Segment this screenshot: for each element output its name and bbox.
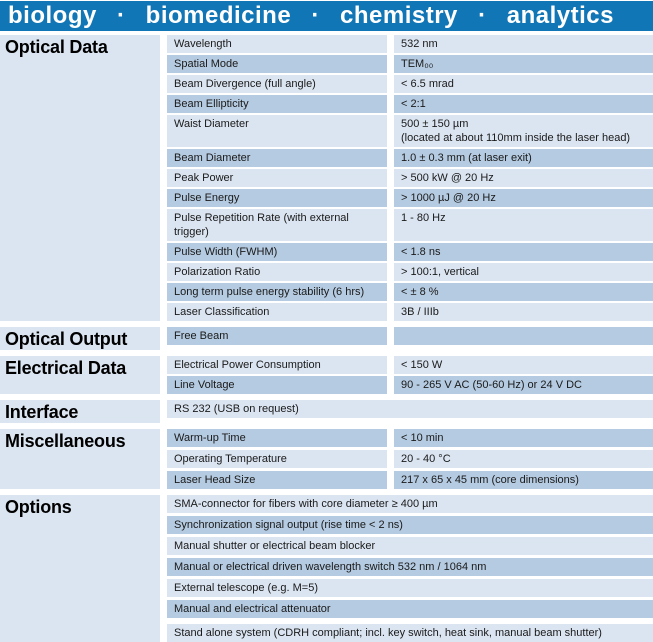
spec-row — [167, 95, 653, 113]
spec-row — [167, 356, 653, 374]
section-title-optical-output: Optical Output — [0, 327, 160, 350]
spec-label: Pulse Energy — [167, 189, 387, 207]
option-item: Manual shutter or electrical beam blocker — [167, 537, 653, 555]
option-item: Manual and electrical attenuator — [167, 600, 653, 618]
spec-table — [0, 35, 653, 642]
spec-row — [167, 303, 653, 321]
section-title-electrical-data: Electrical Data — [0, 356, 160, 394]
spec-row — [167, 283, 653, 301]
spec-label: Beam Diameter — [167, 149, 387, 167]
spec-row — [167, 624, 653, 642]
spec-row — [167, 600, 653, 618]
spec-row — [167, 115, 653, 147]
spec-label: Beam Ellipticity — [167, 95, 387, 113]
spec-label: Electrical Power Consumption — [167, 356, 387, 374]
spec-value: < ± 8 % — [394, 283, 653, 301]
spec-value: < 10 min — [394, 429, 653, 447]
spec-label: Beam Divergence (full angle) — [167, 75, 387, 93]
section-rows — [167, 356, 653, 394]
option-item: Manual or electrical driven wavelength switch 532 nm / 1064 nm — [167, 558, 653, 576]
section-rows — [167, 400, 653, 423]
spec-row — [167, 149, 653, 167]
spec-value: 1 - 80 Hz — [394, 209, 653, 241]
spec-label: RS 232 (USB on request) — [167, 400, 653, 418]
section-options — [0, 495, 653, 642]
spec-row — [167, 35, 653, 53]
spec-label: Pulse Repetition Rate (with external trigger) — [167, 209, 387, 241]
spec-row — [167, 450, 653, 468]
spec-value: 3B / IIIb — [394, 303, 653, 321]
option-item: SMA-connector for fibers with core diameter ≥ 400 µm — [167, 495, 653, 513]
section-optical-output — [0, 327, 653, 350]
spec-value: < 6.5 mrad — [394, 75, 653, 93]
spec-row — [167, 495, 653, 513]
section-miscellaneous — [0, 429, 653, 489]
spec-label: Peak Power — [167, 169, 387, 187]
spec-label: Pulse Width (FWHM) — [167, 243, 387, 261]
keyword-banner-text: biology · biomedicine · chemistry · analytics — [8, 2, 614, 29]
option-item: Synchronization signal output (rise time < 2 ns) — [167, 516, 653, 534]
section-electrical-data — [0, 356, 653, 394]
spec-label: Polarization Ratio — [167, 263, 387, 281]
spec-row — [167, 263, 653, 281]
spec-row — [167, 516, 653, 534]
spec-label: Spatial Mode — [167, 55, 387, 73]
section-rows — [167, 495, 653, 642]
spec-value-line-2: (located at about 110mm inside the laser head) — [401, 132, 631, 144]
spec-row — [167, 169, 653, 187]
spec-value: > 100:1, vertical — [394, 263, 653, 281]
spec-value: 20 - 40 °C — [394, 450, 653, 468]
spec-row — [167, 537, 653, 555]
spec-value: 532 nm — [394, 35, 653, 53]
keyword-banner — [0, 1, 653, 31]
section-rows — [167, 429, 653, 489]
spec-row — [167, 558, 653, 576]
spec-value: < 2:1 — [394, 95, 653, 113]
option-item: External telescope (e.g. M=5) — [167, 579, 653, 597]
spec-label: Operating Temperature — [167, 450, 387, 468]
section-rows — [167, 327, 653, 350]
spec-label: Waist Diameter — [167, 115, 387, 147]
spec-value: < 1.8 ns — [394, 243, 653, 261]
spec-value-line-1: 500 ± 150 µm — [401, 118, 469, 130]
spec-label: Free Beam — [167, 327, 387, 345]
spec-label: Warm-up Time — [167, 429, 387, 447]
spec-row — [167, 243, 653, 261]
spec-label: Wavelength — [167, 35, 387, 53]
spec-row — [167, 327, 653, 345]
section-interface — [0, 400, 653, 423]
section-title-miscellaneous: Miscellaneous — [0, 429, 160, 489]
spec-label: Line Voltage — [167, 376, 387, 394]
spec-row — [167, 75, 653, 93]
option-item: Stand alone system (CDRH compliant; incl. key switch, heat sink, manual beam shutter) — [167, 624, 653, 642]
spec-value: TEM₀₀ — [394, 55, 653, 73]
spec-row — [167, 471, 653, 489]
spec-label: Laser Head Size — [167, 471, 387, 489]
spec-value — [394, 327, 653, 345]
spec-row — [167, 429, 653, 447]
spec-label: Long term pulse energy stability (6 hrs) — [167, 283, 387, 301]
spec-value: 1.0 ± 0.3 mm (at laser exit) — [394, 149, 653, 167]
section-title-interface: Interface — [0, 400, 160, 423]
section-title-optical-data: Optical Data — [0, 35, 160, 321]
spec-value — [394, 115, 653, 147]
spec-value: 217 x 65 x 45 mm (core dimensions) — [394, 471, 653, 489]
spec-value: < 150 W — [394, 356, 653, 374]
spec-value: 90 - 265 V AC (50-60 Hz) or 24 V DC — [394, 376, 653, 394]
spec-row — [167, 209, 653, 241]
spec-row — [167, 376, 653, 394]
section-optical-data — [0, 35, 653, 321]
spec-row — [167, 579, 653, 597]
spec-label: Laser Classification — [167, 303, 387, 321]
section-rows — [167, 35, 653, 321]
spec-value: > 500 kW @ 20 Hz — [394, 169, 653, 187]
spec-row — [167, 400, 653, 418]
spec-row — [167, 189, 653, 207]
section-title-options: Options — [0, 495, 160, 642]
spec-value: > 1000 µJ @ 20 Hz — [394, 189, 653, 207]
spec-row — [167, 55, 653, 73]
